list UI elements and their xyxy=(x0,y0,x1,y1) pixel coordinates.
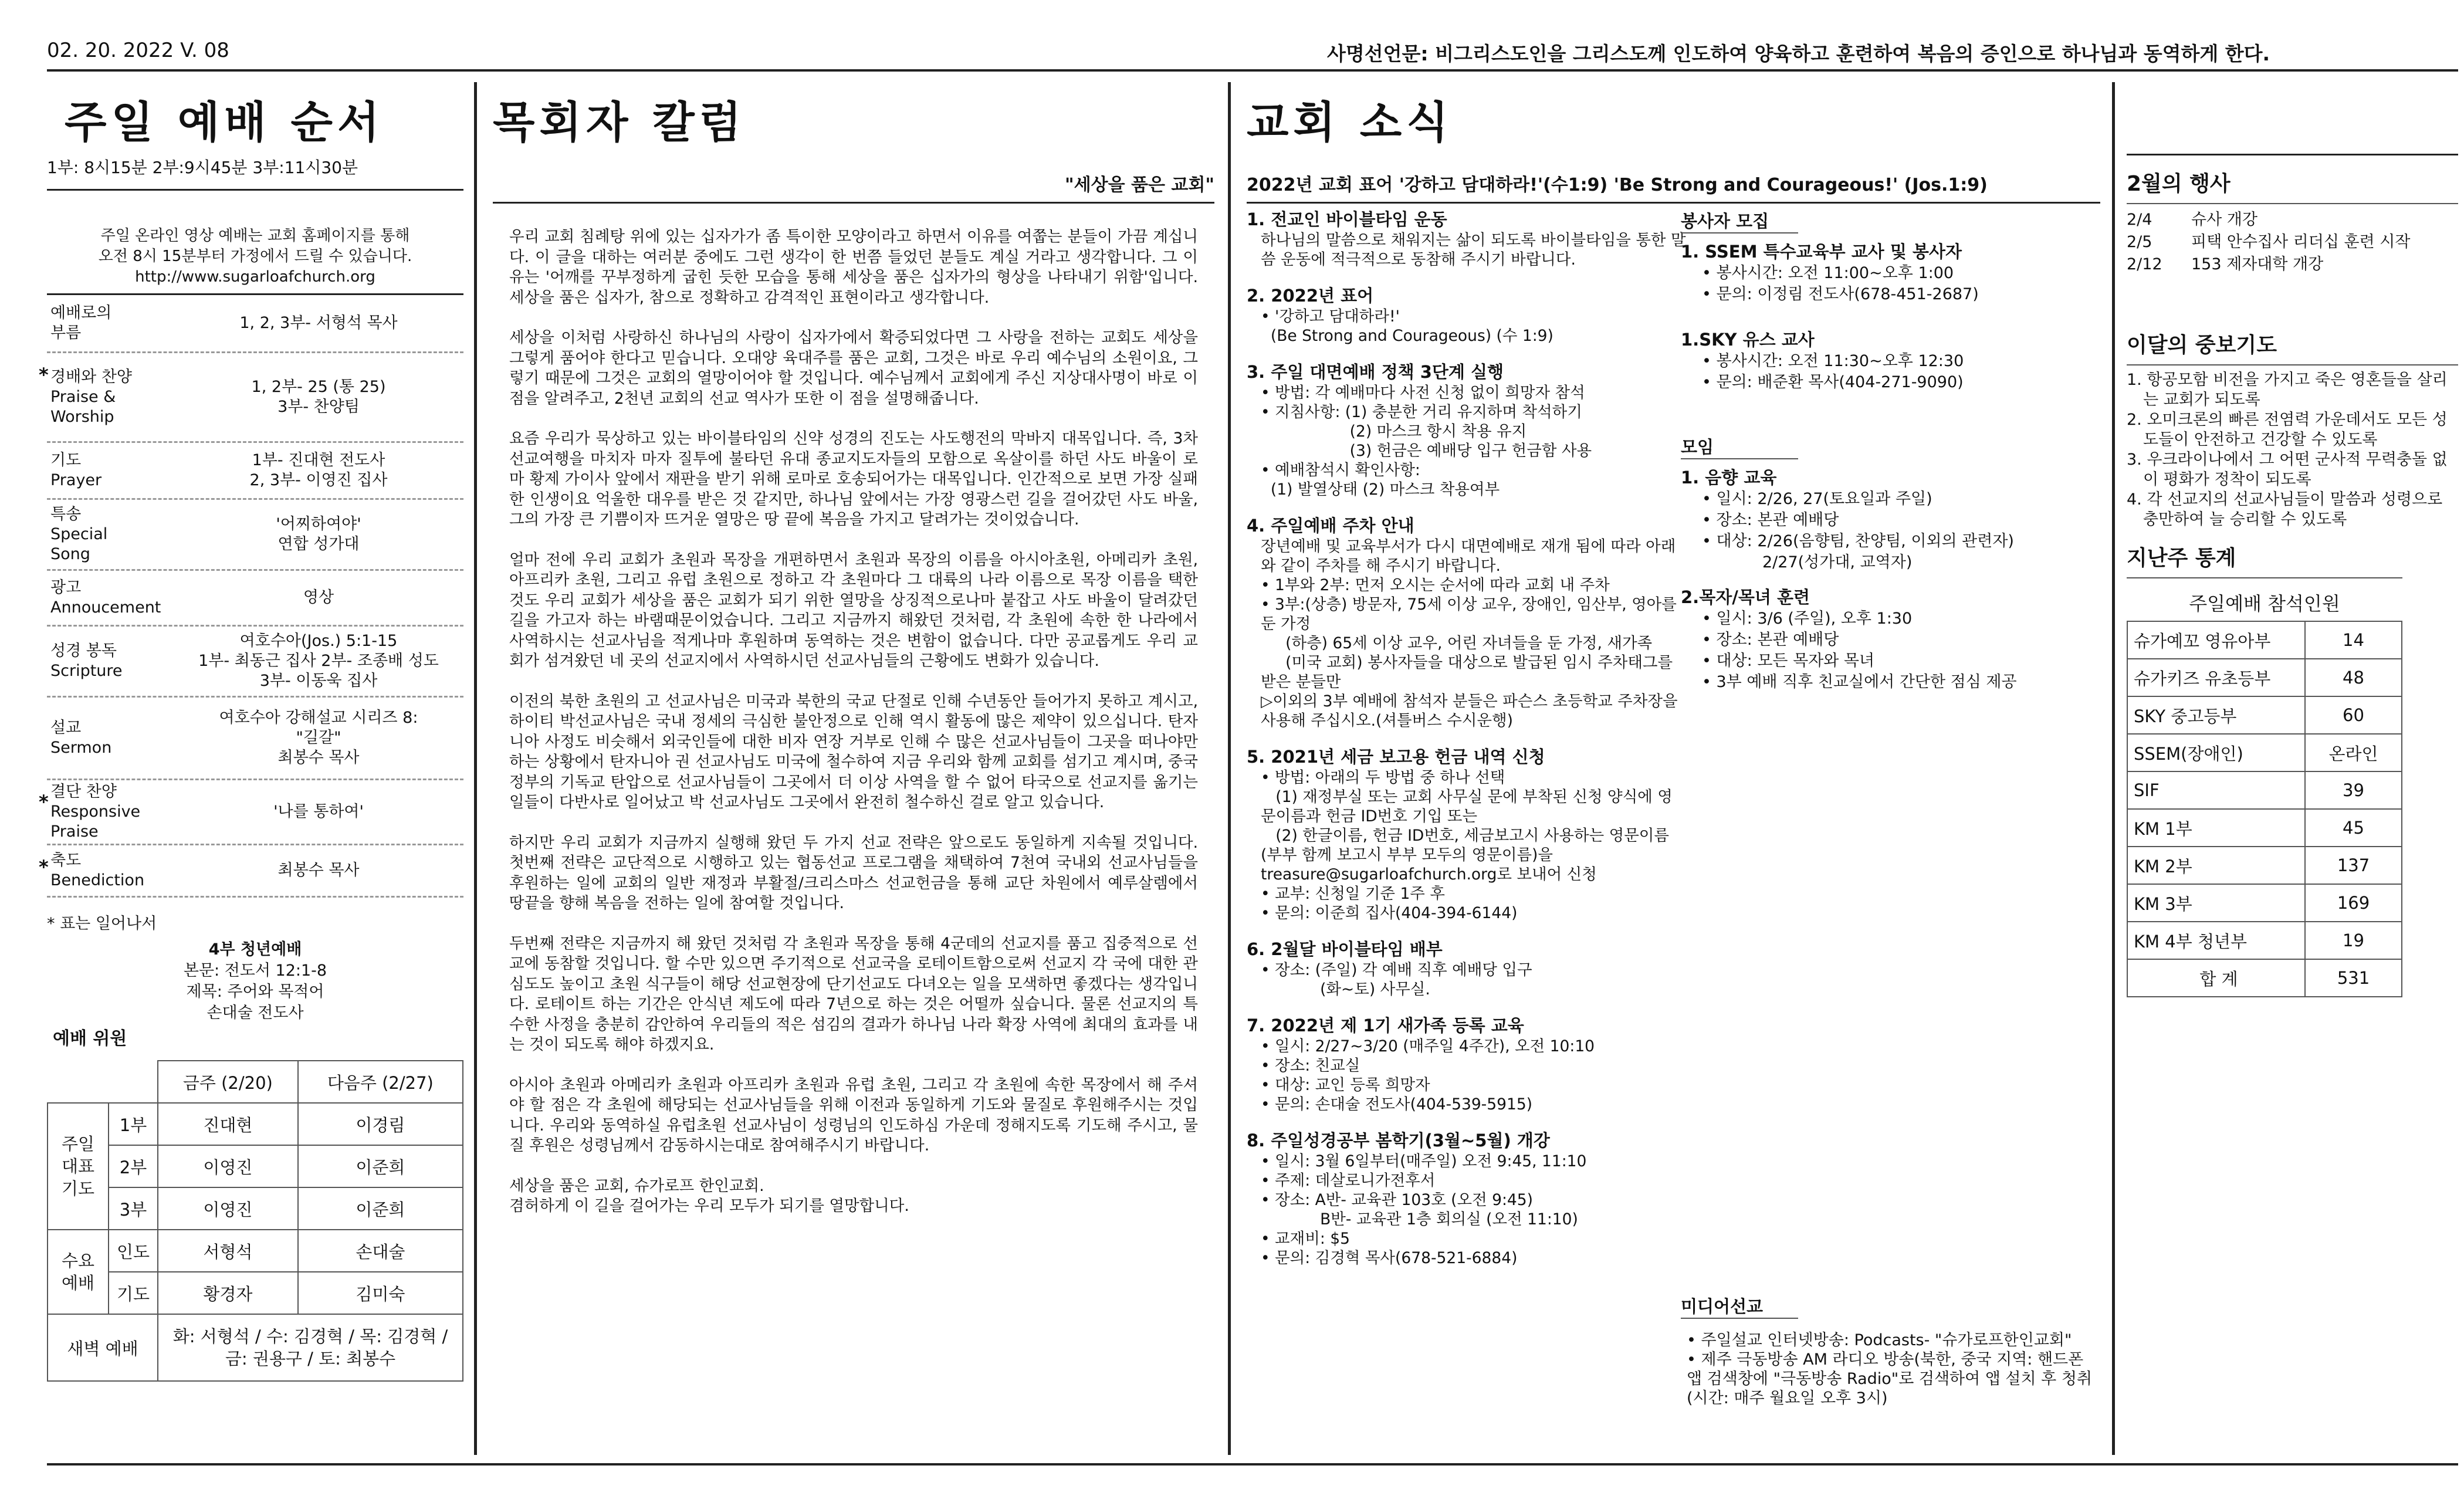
event-name: 슈사 개강 xyxy=(2191,211,2257,229)
news-item-title: 7. 2022년 제 1기 새가족 등록 교육 xyxy=(1247,1016,1524,1035)
stats-value: 39 xyxy=(2305,771,2402,809)
stats-value: 온라인 xyxy=(2305,734,2402,771)
stats-row xyxy=(2127,771,2402,809)
news-item xyxy=(1247,285,1687,346)
meeting-title: 모임 xyxy=(1681,434,1798,459)
bottom-rule xyxy=(47,1463,2458,1465)
event-date: 2/4 xyxy=(2127,211,2152,229)
news-item-line: • 3부:(상층) 방문자, 75세 이상 교우, 장애인, 임산부, 영아를 둔 가정 xyxy=(1261,595,1682,633)
column-paragraph: 요즘 우리가 묵상하고 있는 바이블타임의 신약 성경의 진도는 사도행전의 막바지 대목입니다. 즉, 3차 선교여행을 마치자 마자 질투에 불타던 유대 종교지도자들의 모함으로 옥살이를 하던 사도 바울이 로마 황제 가이사 앞에서 재판을 받기 위해 로마로 호송되어가는 대목입니다. 인간적으로 보면 가장 실패한 인생이요 억울한 대우를 받은 것 같지만, 하나님 앞에서는 가장 영광스런 길을 걸어갔던 사도 바울, 그의 가장 큰 기쁨이자 뜨거운 열망은 땅 끝에 복음을 가지고 달려가는 것이었습니다. xyxy=(509,429,1198,529)
homepage-link[interactable]: http://www.sugarloafchurch.org xyxy=(135,268,375,286)
news-item-line: • 봉사시간: 오전 11:30~오후 12:30 xyxy=(1702,352,1964,370)
news-item-line: (1) 발열상태 (2) 마스크 착용여부 xyxy=(1261,480,1500,499)
news-item-line: • 1부와 2부: 먼저 오시는 순서에 따라 교회 내 주차 xyxy=(1261,576,1610,594)
prayer-item: 4. 각 선교지의 선교사님들이 말씀과 성령으로 충만하여 늘 승리할 수 있도록 xyxy=(2127,490,2443,529)
stats-label: SIF xyxy=(2127,771,2305,809)
news-item-line: 2/27(성가대, 교역자) xyxy=(1702,553,1913,571)
stats-row xyxy=(2127,847,2402,884)
youth-service xyxy=(47,939,463,1024)
news-item-line: (Be Strong and Courageous) (수 1:9) xyxy=(1261,327,1553,345)
news-item xyxy=(1247,746,1687,923)
stats-row xyxy=(2127,734,2402,771)
stats-label: KM 4부 청년부 xyxy=(2127,922,2305,959)
news-item-title: 5. 2021년 세금 보고용 헌금 내역 신청 xyxy=(1247,747,1545,767)
column-paragraph: 세상을 품은 교회, 슈가로프 한인교회. 겸허하게 이 길을 걸어가는 우리 모두가 되기를 열망합니다. xyxy=(509,1176,909,1215)
order-value: 최봉수 목사 xyxy=(277,861,360,879)
news-item xyxy=(1681,241,2100,305)
media-line: • 제주 극동방송 AM 라디오 방송(북한, 중국 지역: 핸드폰 앱 검색창에 "극동방송 Radio"로 검색하여 앱 설치 후 청취 (시간: 매주 월요일 오후 3시) xyxy=(1687,1351,2093,1407)
order-value: 영상 xyxy=(303,588,334,607)
dawn-label: 새벽 예배 xyxy=(48,1314,158,1381)
news-item xyxy=(1247,515,1687,730)
stats-row xyxy=(2127,696,2402,734)
order-label: 예배로의 부름 xyxy=(50,304,112,342)
meeting-list xyxy=(1681,466,2100,693)
news-item-line: (2) 한글이름, 헌금 ID번호, 세금보고시 사용하는 영문이름(부부 함께 보고시 부부 모두의 영문이름)을 treasure@sugarloafchurch.org로 보내어 신청 xyxy=(1261,827,1670,884)
stats-label: SKY 중고등부 xyxy=(2127,696,2305,734)
role-cell: 기도 xyxy=(109,1272,158,1314)
news-item-title: 1. SSEM 특수교육부 교사 및 봉사자 xyxy=(1681,242,1962,262)
column-title: 목회자 칼럼 xyxy=(493,97,746,148)
news-item-line: • 문의: 이정림 전도사(678-451-2687) xyxy=(1702,285,1979,303)
news-item-line: (1) 재정부실 또는 교회 사무실 문에 부착된 신청 양식에 영문이름과 헌금 ID번호 기입 또는 xyxy=(1261,788,1673,825)
news-item-title: 8. 주일성경공부 봄학기(3월~5월) 개강 xyxy=(1247,1131,1550,1150)
youth-speaker: 손대술 전도사 xyxy=(207,1004,304,1022)
news-item-line: • 장소: A반- 교육관 103호 (오전 9:45) xyxy=(1261,1191,1533,1209)
youth-title: 4부 청년예배 xyxy=(208,940,302,959)
news-item-line: 장년예배 및 교육부서가 다시 대면예배로 재개 됨에 따라 아래와 같이 주차를 해 주시기 바랍니다. xyxy=(1261,537,1676,575)
news-item-line: • '강하고 담대하라!' xyxy=(1261,307,1400,326)
stats-value: 531 xyxy=(2305,959,2402,997)
news-column xyxy=(1247,88,2100,1407)
order-label: 기도 Prayer xyxy=(50,451,102,489)
news-item-line: • 일시: 3/6 (주일), 오후 1:30 xyxy=(1702,610,1913,628)
stats-row xyxy=(2127,659,2402,696)
order-label: 결단 찬양 Responsive Praise xyxy=(50,783,141,841)
news-item xyxy=(1247,1129,1687,1268)
role-cell: 손대술 xyxy=(298,1230,463,1272)
next-week-header: 다음주 (2/27) xyxy=(298,1061,463,1103)
standing-marker: * xyxy=(39,364,49,386)
stats-value: 14 xyxy=(2305,621,2402,659)
stats-row xyxy=(2127,884,2402,922)
order-label: 경배와 찬양 Praise & Worship xyxy=(50,368,132,426)
news-item-line: • 주제: 데살로니가전후서 xyxy=(1261,1172,1436,1190)
stats-label: KM 1부 xyxy=(2127,809,2305,847)
order-list xyxy=(39,293,463,898)
news-title: 교회 소식 xyxy=(1247,97,1453,148)
role-cell: 3부 xyxy=(109,1187,158,1230)
stats-label: KM 2부 xyxy=(2127,847,2305,884)
volunteer-list xyxy=(1681,241,2100,393)
stats-value: 137 xyxy=(2305,847,2402,884)
separator-1 xyxy=(474,82,477,1455)
news-item-line: • 대상: 교인 등록 희망자 xyxy=(1261,1076,1430,1094)
separator-2 xyxy=(1228,82,1231,1455)
news-item-line: • 장소: 본관 예배당 xyxy=(1702,631,1839,649)
news-item xyxy=(1681,329,2100,393)
top-rule xyxy=(47,69,2458,72)
order-label: 축도 Benediction xyxy=(50,851,145,889)
order-label: 설교 Sermon xyxy=(50,719,112,757)
separator-3 xyxy=(2112,82,2115,1455)
column-paragraph: 세상을 이처럼 사랑하신 하나님의 사랑이 십자가에서 확증되었다면 그 사랑을 전하는 교회도 세상을 그렇게 품어야 한다고 믿습니다. 오대양 육대주를 품은 교회, 그것은 바로 우리 예수님의 소원이요, 그렇기 때문에 그것은 교회의 열망이어야 할 것입니다. 예수님께서 교회에게 주신 지상대사명이 바로 이 점을 알려주고, 2천년 교회의 선교 역사가 또한 이 점을 설명해줍니다. xyxy=(509,329,1198,408)
prayer-group-label: 주일 대표 기도 xyxy=(48,1103,109,1230)
news-item-line: • 문의: 배준환 목사(404-271-9090) xyxy=(1702,373,1964,391)
order-row xyxy=(47,698,463,780)
stats-label: 슈가예꼬 영유아부 xyxy=(2127,621,2305,659)
order-value: 여호수아(Jos.) 5:1-15 1부- 최동근 집사 2부- 조종배 성도 3부- 이동욱 집사 xyxy=(198,632,439,690)
this-week-header: 금주 (2/20) xyxy=(158,1061,298,1103)
order-row xyxy=(39,845,463,898)
order-row xyxy=(47,571,463,627)
events-list xyxy=(2127,209,2458,276)
stats-label: 슈가키즈 유초등부 xyxy=(2127,659,2305,696)
news-item-title: 1. 전교인 바이블타임 운동 xyxy=(1247,209,1447,229)
news-item-line: • 장소: (주일) 각 예배 직후 예배당 입구 xyxy=(1261,961,1532,979)
order-value: '나를 통하여' xyxy=(273,803,364,821)
role-cell: 인도 xyxy=(109,1230,158,1272)
event-date: 2/5 xyxy=(2127,233,2152,251)
news-item-line: (화~토) 사무실. xyxy=(1261,980,1430,999)
order-label: 특송 Special Song xyxy=(50,505,108,563)
news-item-line: 하나님의 말씀으로 채워지는 삶이 되도록 바이블타임을 통한 말씀 운동에 적극적으로 동참해 주시기 바랍니다. xyxy=(1261,231,1686,269)
news-item xyxy=(1247,1014,1687,1114)
order-row xyxy=(47,627,463,698)
order-value: 1부- 진대현 전도사 2, 3부- 이영진 집사 xyxy=(249,451,388,489)
news-item-title: 3. 주일 대면예배 정책 3단계 실행 xyxy=(1247,362,1504,382)
prayer-item: 1. 항공모함 비전을 가지고 죽은 영혼들을 살리는 교회가 되도록 xyxy=(2127,371,2448,409)
stand-note: * 표는 일어나서 xyxy=(47,915,157,933)
news-item-title: 2.목자/목녀 훈련 xyxy=(1681,587,1810,607)
news-item-line: (미국 교회) 봉사자들을 대상으로 발급된 임시 주차태그를 받은 분들만 xyxy=(1261,654,1678,691)
stats-header: 주일예배 참석인원 xyxy=(2189,593,2340,615)
prayer-item: 2. 오미크론의 빠른 전염력 가운데서도 모든 성도들이 안전하고 건강할 수 있도록 xyxy=(2127,411,2448,449)
stats-row xyxy=(2127,621,2402,659)
order-value: 1, 2, 3부- 서형석 목사 xyxy=(239,314,398,332)
event-row xyxy=(2127,209,2458,231)
news-item-line: • 일시: 2/26, 27(토요일과 주일) xyxy=(1702,490,1932,508)
news-item-title: 6. 2월달 바이블타임 배부 xyxy=(1247,939,1443,959)
standing-marker: * xyxy=(39,856,49,878)
column-body xyxy=(493,227,1214,1217)
news-item-line: • 장소: 친교실 xyxy=(1261,1057,1360,1075)
news-item-line: • 교재비: $5 xyxy=(1261,1230,1350,1248)
issue-date: 02. 20. 2022 V. 08 xyxy=(47,39,229,62)
stats-value: 60 xyxy=(2305,696,2402,734)
news-item-line: • 교부: 신청일 기준 1주 후 xyxy=(1261,885,1445,903)
events-title: 2월의 행사 xyxy=(2127,172,2231,196)
wednesday-group-label: 수요 예배 xyxy=(48,1230,109,1314)
news-item-line: • 3부 예배 직후 친교실에서 간단한 점심 제공 xyxy=(1702,673,2017,691)
news-item-line: • 지침사항: (1) 충분한 거리 유지하며 착석하기 xyxy=(1261,403,1582,421)
stats-row xyxy=(2127,959,2402,997)
stats-label: KM 3부 xyxy=(2127,884,2305,922)
stats-value: 169 xyxy=(2305,884,2402,922)
order-label: 성경 봉독 Scripture xyxy=(50,642,123,680)
column-paragraph: 이전의 북한 초원의 고 선교사님은 미국과 북한의 국교 단절로 인해 수년동안 들어가지 못하고 계시고, 하이티 박선교사님은 국내 정세의 극심한 불안정으로 인해 역시 활동에 많은 제약이 있으십니다. 탄자니아 사정도 비슷해서 외국인들에 대한 비자 연장 거부로 인해 수 많은 선교사님들이 그곳을 떠나야만 하는 상황에서 탄자니아 권 선교사님도 미국에 철수하여 지금 우리와 함께 교회를 섬기고 계시며, 중국 정부의 기독교 탄압으로 선교사님들이 그곳에서 더 이상 사역을 할 수 없어 타국으로 선교지를 옮기는 일들이 다반사로 일어났고 박 선교사님도 그곳에서 완전히 철수하신 걸로 알고 있습니다. xyxy=(509,692,1198,811)
pastor-column xyxy=(493,88,1214,1237)
order-title: 주일 예배 순서 xyxy=(65,97,384,148)
order-value: 1, 2부- 25 (통 25) 3부- 찬양팀 xyxy=(251,378,386,416)
news-list xyxy=(1247,208,1687,1283)
event-name: 피택 안수집사 리더십 훈련 시작 xyxy=(2191,233,2411,251)
news-item-title: 1.SKY 유스 교사 xyxy=(1681,330,1815,350)
volunteer-title: 봉사자 모집 xyxy=(1681,208,1798,233)
news-item-line: • 일시: 2/27~3/20 (매주일 4주간), 오전 10:10 xyxy=(1261,1037,1595,1055)
news-item-title: 4. 주일예배 주차 안내 xyxy=(1247,516,1414,536)
news-item-line: • 문의: 김경혁 목사(678-521-6884) xyxy=(1261,1249,1518,1267)
media-list xyxy=(1681,1331,2100,1408)
news-item-line: (3) 헌금은 예배당 입구 헌금함 사용 xyxy=(1261,442,1592,460)
news-item-line: • 예배참석시 확인사항: xyxy=(1261,461,1420,479)
column-paragraph: 두번째 전략은 지금까지 해 왔던 것처럼 각 초원과 목장을 통해 4군데의 선교지를 품고 집중적으로 선교에 동참할 것입니다. 할 수만 있으면 주기적으로 선교국을 로테이트함으로써 선교지 각 국에 대한 관심도도 높이고 초원 식구들이 해당 선교현장에 단기선교도 다녀오는 일을 모색하면 좋겠다는 생각입니다. 로테이트 하는 기간은 안식년 제도에 따라 7년으로 하는 것은 어떨까 싶습니다. 물론 선교지의 특수한 사정을 충분히 감안하여 우리들의 적은 섬김의 결과가 하나님 나라 확장 사역에 최대의 효과를 내는 것이 되도록 해야 하겠지요. xyxy=(509,934,1198,1054)
column-paragraph: 우리 교회 침례탕 위에 있는 십자가가 좀 특이한 모양이라고 하면서 이유를 여쭙는 분들이 가끔 계십니다. 이 글을 대하는 여러분 중에도 그런 생각이 한 번쯤 들었던 분들도 계실 거라고 생각합니다. 그 이유는 '어깨를 꾸부정하게 굽힌 듯한 모습을 통해 세상을 품은 십자가의 형상을 나타내기 위함'입니다. 세상을 품은 십자가, 참으로 정확하고 감격적인 표현이라고 생각합니다. xyxy=(509,228,1198,307)
event-date: 2/12 xyxy=(2127,255,2162,273)
news-item-line: • 방법: 각 예배마다 사전 신청 없이 희망자 참석 xyxy=(1261,384,1585,402)
news-item-line: • 방법: 아래의 두 방법 중 하나 선택 xyxy=(1261,769,1505,787)
news-item-line: • 봉사시간: 오전 11:00~오후 1:00 xyxy=(1702,264,1954,282)
news-item xyxy=(1681,586,2100,693)
order-row xyxy=(47,443,463,500)
news-item-line: • 문의: 손대술 전도사(404-539-5915) xyxy=(1261,1095,1533,1113)
online-line: 주일 온라인 영상 예배는 교회 홈페이지를 통해 xyxy=(100,227,410,245)
role-cell: 진대현 xyxy=(158,1103,298,1145)
role-cell: 이영진 xyxy=(158,1187,298,1230)
news-item-title: 1. 음향 교육 xyxy=(1681,468,1777,488)
order-row xyxy=(47,500,463,571)
news-item xyxy=(1247,938,1687,999)
committee-table xyxy=(47,1060,463,1382)
column-paragraph: 얼마 전에 우리 교회가 초원과 목장을 개편하면서 초원과 목장의 이름을 아시아초원, 아메리카 초원, 아프리카 초원, 그리고 유럽 초원으로 정하고 각 초원마다 그 대륙의 나라 이름으로 목장 이름을 택한 것도 우리 교회가 세상을 품은 교회가 되기 위한 열망을 상징적으로나마 붙잡고 사도 바울이 달려갔던 길을 가고자 하는 바램때문이었습니다. 그리고 지금까지 해왔던 것처럼, 각 초원에 속한 한 나라에서 사역하시는 선교사님을 적게나마 후원하며 동역하는 것은 변함이 없습니다. 다만 공교롭게도 우리 교회가 섬겨왔던 네 곳의 선교지에서 사역하시던 선교사님들의 근황에도 변화가 있습니다. xyxy=(509,550,1198,670)
news-item-title: 2. 2022년 표어 xyxy=(1247,286,1374,306)
events-column xyxy=(2127,88,2458,997)
news-item-line: • 대상: 2/26(음향팀, 찬양팀, 이외의 관련자) xyxy=(1702,532,2014,550)
prayer-list xyxy=(2127,370,2458,530)
standing-marker: * xyxy=(39,791,49,813)
news-item-line: • 대상: 모든 목자와 목녀 xyxy=(1702,652,1875,670)
youth-topic: 제목: 주어와 목적어 xyxy=(186,983,324,1001)
youth-text: 본문: 전도서 12:1-8 xyxy=(183,962,327,980)
order-value: '어찌하여야' 연합 성가대 xyxy=(276,515,361,553)
event-row xyxy=(2127,253,2458,276)
stats-row xyxy=(2127,922,2402,959)
stats-value: 45 xyxy=(2305,809,2402,847)
news-item-line: (2) 마스크 항시 착용 유지 xyxy=(1261,422,1527,441)
role-cell: 황경자 xyxy=(158,1272,298,1314)
column-subtitle: "세상을 품은 교회" xyxy=(1064,175,1214,195)
role-cell: 이준희 xyxy=(298,1187,463,1230)
online-notice xyxy=(47,226,463,287)
news-item-line: (하층) 65세 이상 교우, 어린 자녀들을 둔 가정, 새가족 xyxy=(1261,634,1653,652)
news-item-line: • 일시: 3월 6일부터(매주일) 오전 9:45, 11:10 xyxy=(1261,1152,1587,1170)
online-line: 오전 8시 15분부터 가정에서 드릴 수 있습니다. xyxy=(98,248,412,265)
column-paragraph: 하지만 우리 교회가 지금까지 실행해 왔던 두 가지 선교 전략은 앞으로도 동일하게 지속될 것입니다. 첫번째 전략은 교단적으로 시행하고 있는 협동선교 프로그램을 채택하여 7천여 국내외 선교사님들을 후원하는 일에 교회의 일반 재정과 부활절/크리스마스 선교헌금을 통해 교단 차원에서 예루살렘에서 땅끝을 향해 복음을 전하는 일에 참여할 것입니다. xyxy=(509,833,1198,912)
news-item xyxy=(1681,466,2100,573)
order-row xyxy=(39,353,463,443)
role-cell: 이경림 xyxy=(298,1103,463,1145)
news-item-line: ▷이외의 3부 예배에 참석자 분들은 파슨스 초등학교 주차장을 사용해 주십시오.(셔틀버스 수시운행) xyxy=(1261,692,1683,730)
service-times: 1부: 8시15분 2부:9시45분 3부:11시30분 xyxy=(47,158,358,177)
order-column xyxy=(39,88,463,1382)
media-line: • 주일설교 인터넷방송: Podcasts- "슈가로프한인교회" xyxy=(1687,1331,2072,1349)
stats-label: SSEM(장애인) xyxy=(2127,734,2305,771)
role-cell: 이준희 xyxy=(298,1145,463,1187)
order-row xyxy=(39,780,463,845)
dawn-value: 화: 서형석 / 수: 김경혁 / 목: 김경혁 / 금: 권용구 / 토: 최봉수 xyxy=(158,1314,463,1381)
news-item-line: • 문의: 이준희 집사(404-394-6144) xyxy=(1261,904,1518,922)
event-row xyxy=(2127,231,2458,253)
news-item xyxy=(1247,361,1687,499)
prayer-item: 3. 우크라이나에서 그 어떤 군사적 무력충돌 없이 평화가 정착이 되도록 xyxy=(2127,451,2448,489)
stats-value: 48 xyxy=(2305,659,2402,696)
role-cell: 김미숙 xyxy=(298,1272,463,1314)
role-cell: 1부 xyxy=(109,1103,158,1145)
order-row xyxy=(47,295,463,353)
role-cell: 서형석 xyxy=(158,1230,298,1272)
column-paragraph: 아시아 초원과 아메리카 초원과 아프리카 초원과 유럽 초원, 그리고 각 초원에 속한 목장에서 해 주셔야 할 점은 각 초원에 해당되는 선교사님들을 위해 이전과 동일하게 기도와 물질로 후원해주시는 것입니다. 우리와 동역하실 유럽초원 선교사님이 성령님의 인도하심 가운데 정해지도록 기도해 주시고, 물질 후원은 성령님께서 감동하시는대로 참여해주시기 바랍니다. xyxy=(509,1075,1198,1155)
role-cell: 이영진 xyxy=(158,1145,298,1187)
stats-table xyxy=(2127,584,2402,997)
stats-row xyxy=(2127,809,2402,847)
news-item-line: • 장소: 본관 예배당 xyxy=(1702,511,1839,529)
order-label: 광고 Annoucement xyxy=(50,578,161,617)
news-item-line: B반- 교육관 1층 회의실 (오전 11:10) xyxy=(1261,1210,1578,1228)
media-title: 미디어선교 xyxy=(1681,1294,1798,1319)
news-item xyxy=(1247,208,1687,269)
prayer-title: 이달의 중보기도 xyxy=(2127,333,2277,357)
stats-value: 19 xyxy=(2305,922,2402,959)
mission-statement: 사명선언문: 비그리스도인을 그리스도께 인도하여 양육하고 훈련하여 복음의 증인으로 하나님과 동역하게 한다. xyxy=(1327,42,2270,65)
event-name: 153 제자대학 개강 xyxy=(2191,255,2324,273)
role-cell: 2부 xyxy=(109,1145,158,1187)
committee-title: 예배 위원 xyxy=(53,1028,127,1049)
church-theme: 2022년 교회 표어 '강하고 담대하라!'(수1:9) 'Be Strong and Courageous!' (Jos.1:9) xyxy=(1247,175,1988,195)
order-value: 여호수아 강해설교 시리즈 8: "길갈" 최봉수 목사 xyxy=(219,709,418,767)
stats-title: 지난주 통계 xyxy=(2127,546,2236,570)
stats-label: 합 계 xyxy=(2127,959,2305,997)
